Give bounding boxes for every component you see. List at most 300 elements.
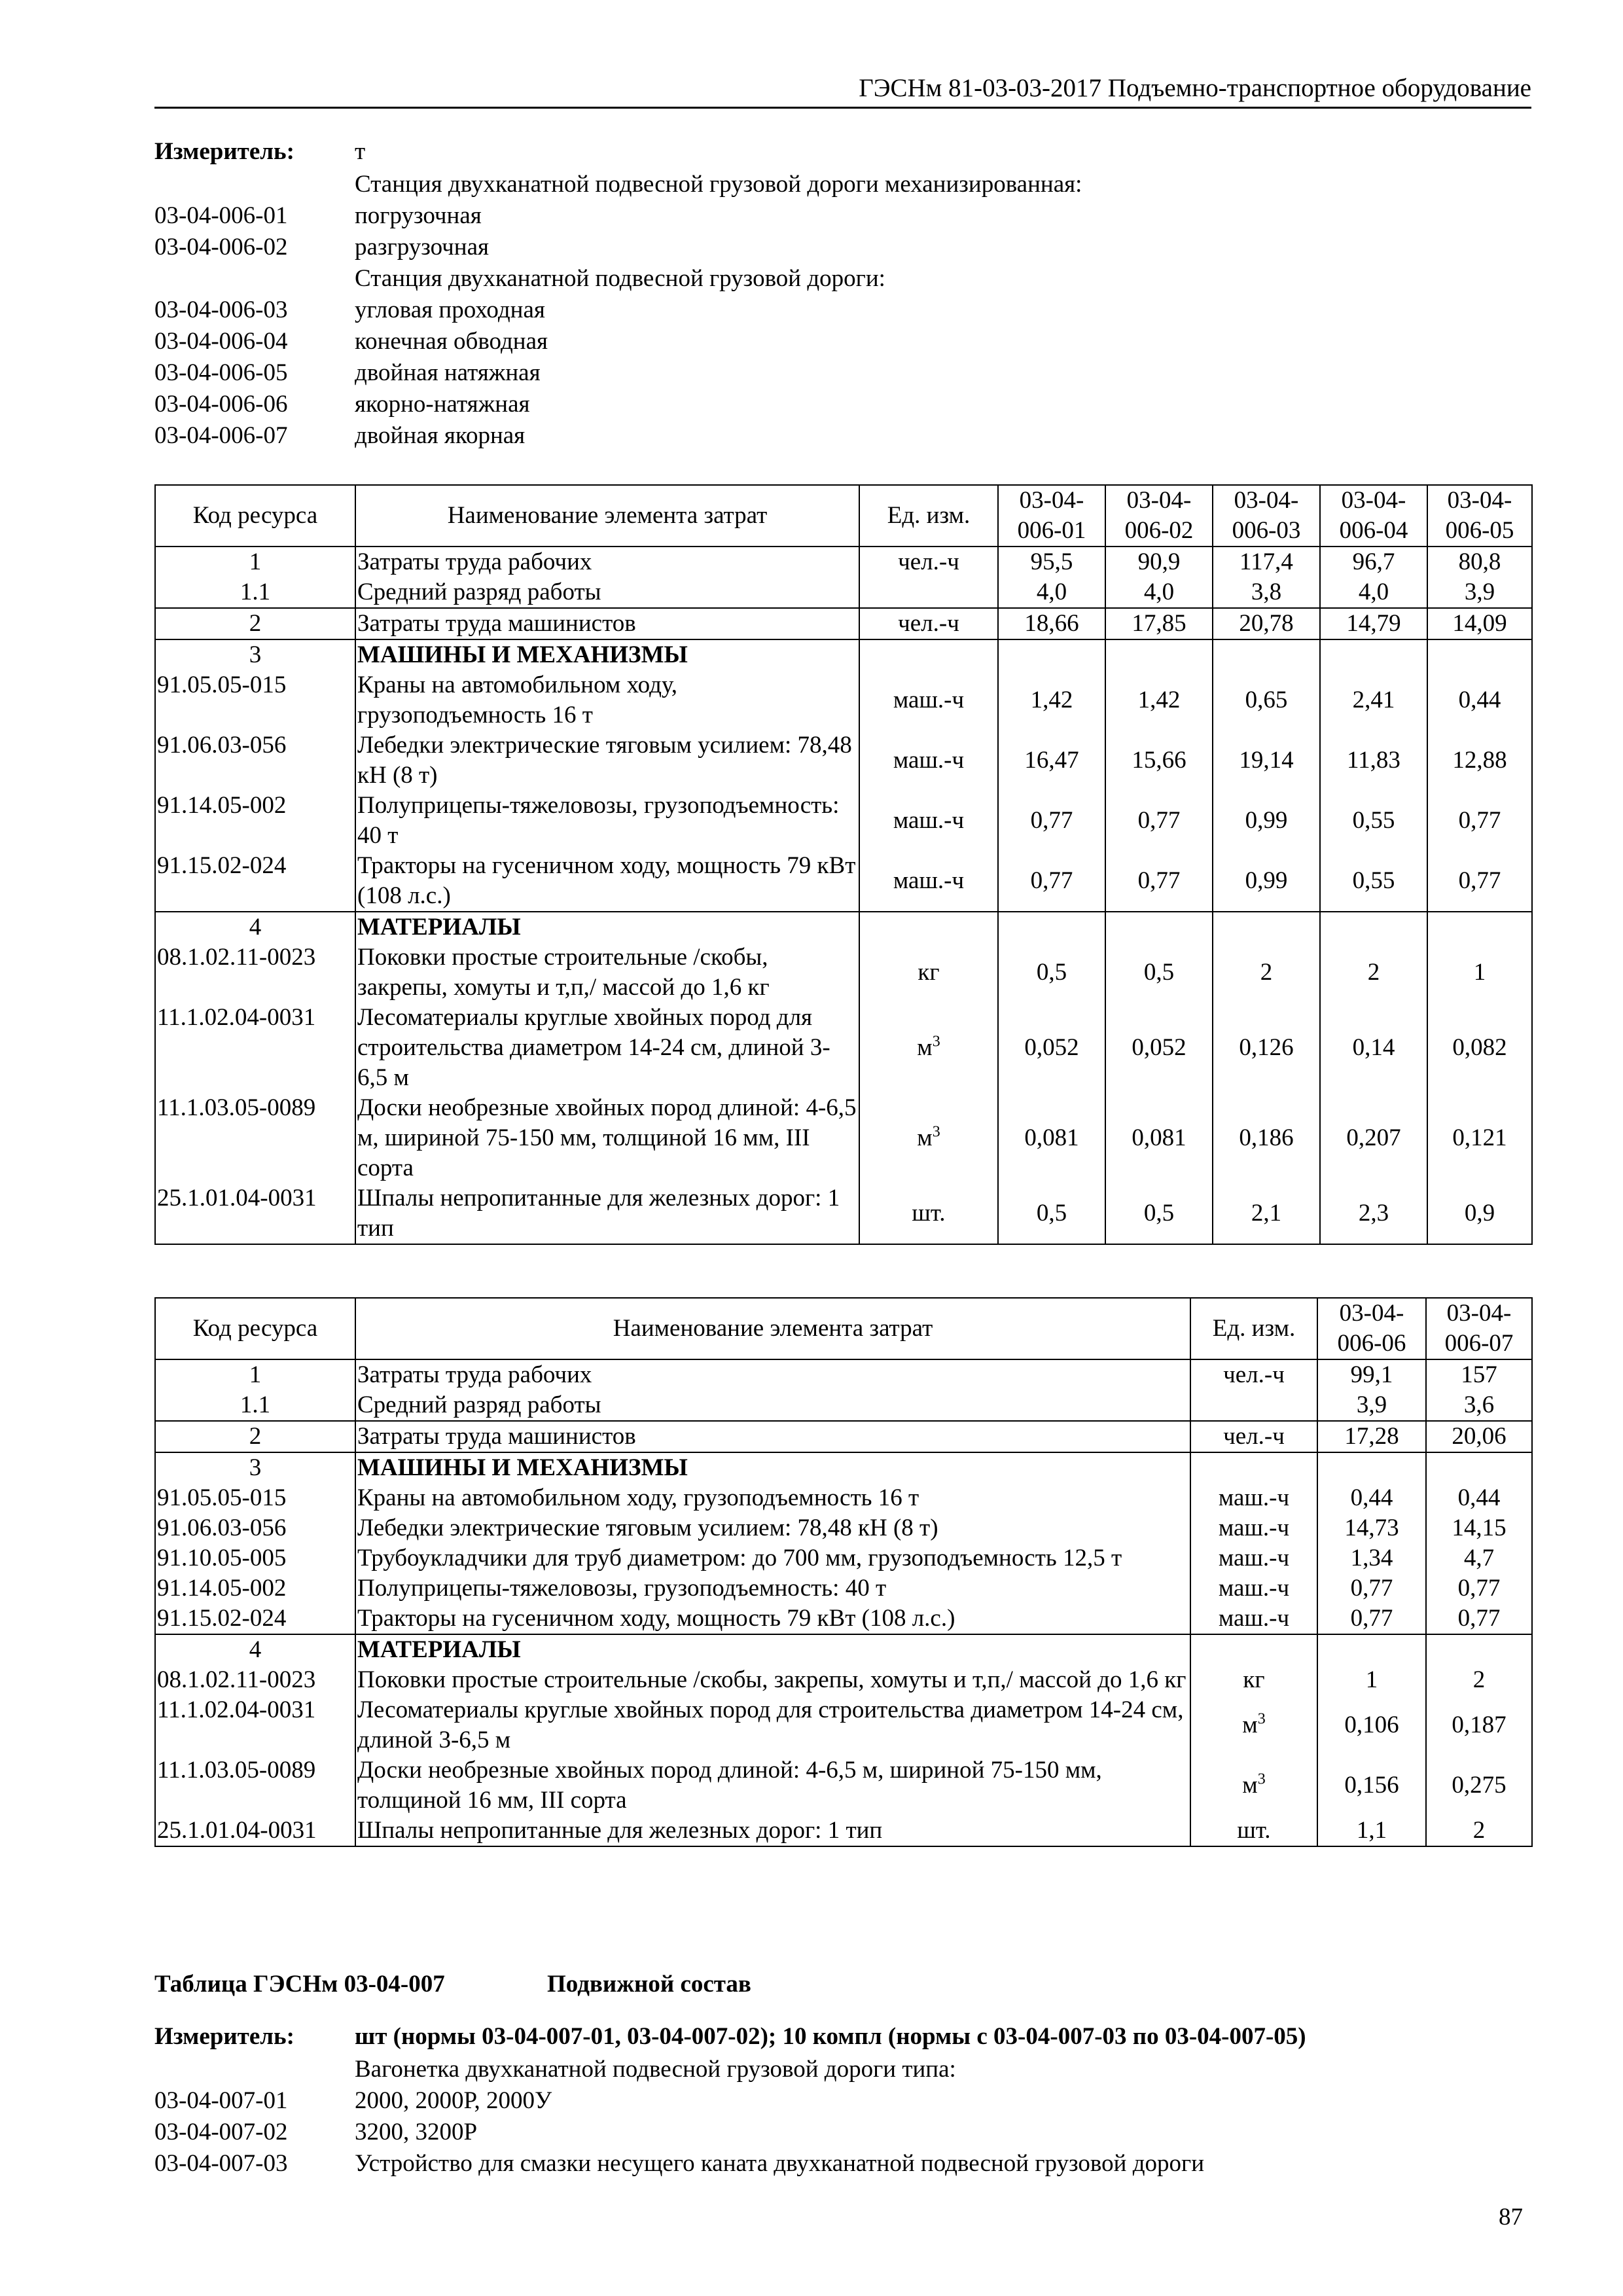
unit-text: м: [917, 1034, 933, 1061]
unit-text: чел.-ч: [898, 548, 959, 575]
col-header-norm: [1426, 1298, 1532, 1359]
norm-code-line: 03-04-: [1234, 487, 1299, 514]
resource-value: 3,8: [1213, 577, 1320, 608]
norm-code-line: 03-04-: [1019, 487, 1084, 514]
table-row: [155, 547, 1532, 577]
resource-name: Средний разряд работы: [355, 577, 859, 608]
resource-value: 0,77: [998, 791, 1105, 851]
unit-text: маш.-ч: [893, 747, 965, 774]
resource-name: Лебедки электрические тяговым усилием: 78,48 кН (8 т): [355, 730, 859, 791]
resource-value: 0,55: [1320, 851, 1427, 912]
resource-name: Лесоматериалы круглые хвойных пород для строительства диаметром 14-24 см, длиной 3-6,5 м: [355, 1695, 1190, 1755]
norm-code: 03-04-006-06: [154, 391, 288, 418]
table-row: [155, 639, 1532, 670]
resource-value: [1427, 912, 1532, 942]
resource-name: Краны на автомобильном ходу, грузоподъемность 16 т: [355, 670, 859, 730]
unit-exponent: 3: [932, 1123, 940, 1141]
resource-value: 0,77: [998, 851, 1105, 912]
norm-code-line: 006-02: [1124, 517, 1194, 544]
list-item: [154, 295, 1082, 326]
resource-value: 0,77: [1426, 1604, 1532, 1634]
norm-text: Станция двухканатной подвесной грузовой дороги механизированная:: [355, 171, 1082, 198]
resource-unit: [859, 730, 998, 791]
table-row: [155, 791, 1532, 851]
norm-code-line: 006-07: [1444, 1330, 1514, 1357]
resource-value: [1213, 912, 1320, 942]
resource-value: 17,28: [1317, 1421, 1426, 1452]
resource-name: Тракторы на гусеничном ходу, мощность 79 кВт (108 л.с.): [355, 851, 859, 912]
resource-value: 16,47: [998, 730, 1105, 791]
resource-value: 0,052: [998, 1003, 1105, 1093]
resource-value: 0,77: [1105, 851, 1213, 912]
resource-value: 1,42: [998, 670, 1105, 730]
norm-text: угловая проходная: [355, 296, 545, 323]
resource-code: 91.14.05-002: [155, 1573, 355, 1604]
table-row: [155, 670, 1532, 730]
resource-value: [1105, 639, 1213, 670]
resource-unit: [859, 577, 998, 608]
resource-unit: [1190, 1359, 1317, 1390]
resource-name: МАШИНЫ И МЕХАНИЗМЫ: [355, 1452, 1190, 1483]
resource-value: 3,9: [1427, 577, 1532, 608]
col-header-unit: Ед. изм.: [859, 485, 998, 547]
col-header-name: Наименование элемента затрат: [355, 485, 859, 547]
resource-value: [1426, 1452, 1532, 1483]
norm-code: [154, 263, 355, 295]
table-row: [155, 1816, 1532, 1846]
unit-text: чел.-ч: [898, 610, 959, 637]
norm-code-line: 006-01: [1017, 517, 1086, 544]
resource-code: 91.15.02-024: [155, 1604, 355, 1634]
list-item: [154, 232, 1082, 263]
unit-text: маш.-ч: [893, 807, 965, 834]
resource-code: 91.06.03-056: [155, 1513, 355, 1543]
resource-value: 0,106: [1317, 1695, 1426, 1755]
resource-value: 0,44: [1426, 1483, 1532, 1513]
norm-code-line: 03-04-: [1447, 487, 1512, 514]
resource-value: 90,9: [1105, 547, 1213, 577]
resource-code: 91.14.05-002: [155, 791, 355, 851]
resource-value: 0,081: [1105, 1093, 1213, 1183]
resource-name: Лесоматериалы круглые хвойных пород для строительства диаметром 14-24 см, длиной 3-6,5 м: [355, 1003, 859, 1093]
resource-value: 1: [1317, 1665, 1426, 1695]
resource-unit: [859, 547, 998, 577]
unit-text: шт.: [1237, 1817, 1271, 1844]
resource-name: Затраты труда машинистов: [355, 1421, 1190, 1452]
unit-text: маш.-ч: [1218, 1545, 1290, 1571]
resource-unit: [859, 639, 998, 670]
unit-text: кг: [918, 959, 940, 986]
norm-code: 03-04-007-01: [154, 2087, 288, 2114]
norm-text: конечная обводная: [355, 328, 548, 355]
resource-name: Затраты труда рабочих: [355, 1359, 1190, 1390]
resource-unit: [1190, 1483, 1317, 1513]
resource-unit: [859, 851, 998, 912]
resource-name: Поковки простые строительные /скобы, закрепы, хомуты и т,п,/ массой до 1,6 кг: [355, 942, 859, 1003]
resource-name: Затраты труда рабочих: [355, 547, 859, 577]
norm-code: 03-04-006-07: [154, 422, 288, 449]
resource-value: 1,1: [1317, 1816, 1426, 1846]
resource-value: 0,126: [1213, 1003, 1320, 1093]
table-title-name: Подвижной состав: [547, 1971, 751, 1998]
resource-value: 12,88: [1427, 730, 1532, 791]
resource-name: МАТЕРИАЛЫ: [355, 1634, 1190, 1665]
unit-text: маш.-ч: [1218, 1605, 1290, 1632]
resource-code: 08.1.02.11-0023: [155, 1665, 355, 1695]
col-header-norm: [1317, 1298, 1426, 1359]
resource-unit: [859, 1093, 998, 1183]
col-header-name: Наименование элемента затрат: [355, 1298, 1190, 1359]
resource-code: 91.05.05-015: [155, 1483, 355, 1513]
unit-text: м: [917, 1124, 933, 1151]
resource-value: 0,187: [1426, 1695, 1532, 1755]
table-row: [155, 1421, 1532, 1452]
resource-value: [998, 912, 1105, 942]
measure-label: Измеритель:: [154, 138, 294, 165]
resource-value: 2,3: [1320, 1183, 1427, 1244]
resource-name: Шпалы непропитанные для железных дорог: 1 тип: [355, 1183, 859, 1244]
resource-value: 0,77: [1317, 1573, 1426, 1604]
list-item: [154, 169, 1082, 200]
norm-code: 03-04-006-03: [154, 296, 288, 323]
resource-code: 1.1: [155, 1390, 355, 1421]
norm-code: 03-04-006-05: [154, 359, 288, 386]
resource-value: 0,44: [1427, 670, 1532, 730]
norm-text: Устройство для смазки несущего каната двухканатной подвесной грузовой дороги: [355, 2150, 1204, 2177]
unit-text: м: [1242, 1712, 1258, 1738]
resource-name: МАТЕРИАЛЫ: [355, 912, 859, 942]
unit-text: маш.-ч: [893, 687, 965, 713]
resource-value: 0,052: [1105, 1003, 1213, 1093]
resource-code: 08.1.02.11-0023: [155, 942, 355, 1003]
table-row: [155, 577, 1532, 608]
unit-exponent: 3: [1257, 1710, 1266, 1728]
list-item: [154, 326, 1082, 357]
norm-text: двойная натяжная: [355, 359, 541, 386]
resource-name: Полуприцепы-тяжеловозы, грузоподъемность: 40 т: [355, 791, 859, 851]
list-item: [154, 389, 1082, 420]
table-row: [155, 1604, 1532, 1634]
resource-value: 4,7: [1426, 1543, 1532, 1573]
unit-text: маш.-ч: [1218, 1515, 1290, 1541]
resource-code: 4: [155, 912, 355, 942]
resource-unit: [1190, 1665, 1317, 1695]
resource-name: Доски необрезные хвойных пород длиной: 4-6,5 м, шириной 75-150 мм, толщиной 16 мм, III сорта: [355, 1093, 859, 1183]
resource-unit: [1190, 1634, 1317, 1665]
resource-code: 91.05.05-015: [155, 670, 355, 730]
resource-value: 14,79: [1320, 608, 1427, 639]
resource-value: 0,55: [1320, 791, 1427, 851]
resource-value: [1213, 639, 1320, 670]
resource-value: 0,275: [1426, 1755, 1532, 1816]
norm-code: 03-04-006-01: [154, 202, 288, 229]
unit-text: кг: [1243, 1666, 1265, 1693]
resource-code: 11.1.02.04-0031: [155, 1003, 355, 1093]
resource-unit: [1190, 1816, 1317, 1846]
resource-value: 2: [1213, 942, 1320, 1003]
norm-text: разгрузочная: [355, 234, 490, 260]
resource-value: 15,66: [1105, 730, 1213, 791]
list-item: [154, 2148, 1204, 2179]
table-row: [155, 942, 1532, 1003]
norm-code-line: 03-04-: [1339, 1300, 1404, 1327]
resource-value: 0,121: [1427, 1093, 1532, 1183]
resource-table-1: [154, 484, 1533, 1245]
resource-value: [1427, 639, 1532, 670]
resource-unit: [1190, 1513, 1317, 1543]
table-row: [155, 1359, 1532, 1390]
unit-text: шт.: [912, 1200, 946, 1227]
table-title-label: Таблица ГЭСНм 03-04-007: [154, 1971, 445, 1998]
table-row: [155, 1390, 1532, 1421]
resource-value: 2: [1426, 1816, 1532, 1846]
norms-list-2: [154, 2054, 1204, 2179]
resource-value: 14,09: [1427, 608, 1532, 639]
resource-code: 2: [155, 1421, 355, 1452]
resource-value: 20,78: [1213, 608, 1320, 639]
resource-table-2: [154, 1297, 1533, 1847]
resource-value: 4,0: [1105, 577, 1213, 608]
norm-code-line: 006-05: [1445, 517, 1514, 544]
resource-code: 1: [155, 1359, 355, 1390]
norm-text: Вагонетка двухканатной подвесной грузовой дороги типа:: [355, 2056, 956, 2083]
table-row: [155, 1513, 1532, 1543]
table-row: [155, 1003, 1532, 1093]
resource-value: 14,73: [1317, 1513, 1426, 1543]
norm-code: 03-04-006-04: [154, 328, 288, 355]
resource-value: 4,0: [998, 577, 1105, 608]
norm-code: [154, 2054, 355, 2085]
resource-value: 3,6: [1426, 1390, 1532, 1421]
resource-value: 117,4: [1213, 547, 1320, 577]
unit-text: маш.-ч: [1218, 1575, 1290, 1602]
resource-value: [1317, 1452, 1426, 1483]
resource-unit: [859, 1003, 998, 1093]
measure-value-2: шт (нормы 03-04-007-01, 03-04-007-02); 10 компл (нормы с 03-04-007-03 по 03-04-007-05): [355, 2023, 1306, 2050]
resource-value: [1317, 1634, 1426, 1665]
resource-value: [998, 639, 1105, 670]
resource-code: 25.1.01.04-0031: [155, 1183, 355, 1244]
resource-value: 0,99: [1213, 851, 1320, 912]
resource-code: 11.1.03.05-0089: [155, 1093, 355, 1183]
resource-value: [1426, 1634, 1532, 1665]
resource-value: 0,14: [1320, 1003, 1427, 1093]
resource-name: Доски необрезные хвойных пород длиной: 4-6,5 м, шириной 75-150 мм, толщиной 16 мм, III сорта: [355, 1755, 1190, 1816]
resource-unit: [859, 942, 998, 1003]
resource-value: 19,14: [1213, 730, 1320, 791]
table-row: [155, 730, 1532, 791]
resource-value: 0,99: [1213, 791, 1320, 851]
resource-name: Полуприцепы-тяжеловозы, грузоподъемность: 40 т: [355, 1573, 1190, 1604]
norms-list: [154, 169, 1082, 452]
resource-name: Трубоукладчики для труб диаметром: до 700 мм, грузоподъемность 12,5 т: [355, 1543, 1190, 1573]
table-row: [155, 1755, 1532, 1816]
resource-value: 0,44: [1317, 1483, 1426, 1513]
resource-value: 2,41: [1320, 670, 1427, 730]
norm-code-line: 03-04-: [1446, 1300, 1512, 1327]
resource-unit: [859, 912, 998, 942]
table-row: [155, 1183, 1532, 1244]
table-row: [155, 608, 1532, 639]
resource-value: 3,9: [1317, 1390, 1426, 1421]
resource-value: 11,83: [1320, 730, 1427, 791]
resource-value: [1105, 912, 1213, 942]
resource-value: 4,0: [1320, 577, 1427, 608]
resource-name: МАШИНЫ И МЕХАНИЗМЫ: [355, 639, 859, 670]
norm-text: погрузочная: [355, 202, 482, 229]
resource-unit: [859, 670, 998, 730]
resource-unit: [1190, 1604, 1317, 1634]
unit-text: чел.-ч: [1223, 1423, 1285, 1450]
resource-unit: [1190, 1543, 1317, 1573]
resource-code: 3: [155, 1452, 355, 1483]
resource-value: 2: [1426, 1665, 1532, 1695]
resource-code: 91.06.03-056: [155, 730, 355, 791]
resource-value: 0,77: [1105, 791, 1213, 851]
resource-value: 1,34: [1317, 1543, 1426, 1573]
resource-value: 0,082: [1427, 1003, 1532, 1093]
resource-code: 11.1.03.05-0089: [155, 1755, 355, 1816]
norm-code-line: 006-06: [1337, 1330, 1406, 1357]
list-item: [154, 2117, 1204, 2148]
resource-value: 20,06: [1426, 1421, 1532, 1452]
table-row: [155, 1665, 1532, 1695]
resource-value: 0,77: [1426, 1573, 1532, 1604]
resource-code: 91.10.05-005: [155, 1543, 355, 1573]
norm-text: 2000, 2000Р, 2000У: [355, 2087, 552, 2114]
resource-value: 18,66: [998, 608, 1105, 639]
resource-value: 2,1: [1213, 1183, 1320, 1244]
col-header-unit: Ед. изм.: [1190, 1298, 1317, 1359]
resource-code: 3: [155, 639, 355, 670]
norm-code: 03-04-007-03: [154, 2150, 288, 2177]
resource-value: 0,156: [1317, 1755, 1426, 1816]
resource-unit: [1190, 1390, 1317, 1421]
resource-value: 2: [1320, 942, 1427, 1003]
resource-name: Лебедки электрические тяговым усилием: 78,48 кН (8 т): [355, 1513, 1190, 1543]
resource-unit: [859, 608, 998, 639]
norm-code: 03-04-007-02: [154, 2119, 288, 2145]
resource-unit: [859, 791, 998, 851]
norm-code-line: 03-04-: [1341, 487, 1406, 514]
table-row: [155, 1093, 1532, 1183]
list-item: [154, 2085, 1204, 2117]
resource-value: 99,1: [1317, 1359, 1426, 1390]
resource-unit: [1190, 1695, 1317, 1755]
measure-value: т: [355, 138, 366, 165]
resource-value: 0,081: [998, 1093, 1105, 1183]
unit-exponent: 3: [1257, 1770, 1266, 1788]
unit-text: маш.-ч: [893, 867, 965, 894]
table-row: [155, 851, 1532, 912]
resource-code: 4: [155, 1634, 355, 1665]
unit-text: маш.-ч: [1218, 1484, 1290, 1511]
resource-value: 0,5: [998, 942, 1105, 1003]
resource-value: 0,5: [1105, 1183, 1213, 1244]
col-header-norm: [1320, 485, 1427, 547]
resource-value: [1320, 912, 1427, 942]
col-header-code: Код ресурса: [155, 1298, 355, 1359]
measure-label-2: Измеритель:: [154, 2023, 294, 2050]
norm-code-line: 006-04: [1339, 517, 1408, 544]
col-header-norm: [1427, 485, 1532, 547]
unit-exponent: 3: [932, 1033, 940, 1050]
resource-value: 1,42: [1105, 670, 1213, 730]
resource-unit: [1190, 1421, 1317, 1452]
resource-name: Затраты труда машинистов: [355, 608, 859, 639]
norm-text: 3200, 3200Р: [355, 2119, 478, 2145]
resource-value: 80,8: [1427, 547, 1532, 577]
resource-value: 157: [1426, 1359, 1532, 1390]
resource-code: 91.15.02-024: [155, 851, 355, 912]
resource-name: Средний разряд работы: [355, 1390, 1190, 1421]
table-row: [155, 1634, 1532, 1665]
resource-unit: [1190, 1573, 1317, 1604]
resource-name: Шпалы непропитанные для железных дорог: 1 тип: [355, 1816, 1190, 1846]
resource-value: 0,77: [1427, 791, 1532, 851]
resource-value: 0,77: [1317, 1604, 1426, 1634]
list-item: [154, 263, 1082, 295]
table-row: [155, 1452, 1532, 1483]
resource-value: 0,5: [1105, 942, 1213, 1003]
resource-value: 0,65: [1213, 670, 1320, 730]
resource-value: 17,85: [1105, 608, 1213, 639]
resource-name: Поковки простые строительные /скобы, закрепы, хомуты и т,п,/ массой до 1,6 кг: [355, 1665, 1190, 1695]
col-header-norm: [998, 485, 1105, 547]
running-header: ГЭСНм 81-03-03-2017 Подъемно-транспортное оборудование: [154, 73, 1531, 109]
norm-text: якорно-натяжная: [355, 391, 530, 418]
table-row: [155, 1483, 1532, 1513]
resource-unit: [1190, 1755, 1317, 1816]
list-item: [154, 200, 1082, 232]
resource-unit: [859, 1183, 998, 1244]
table-row: [155, 1573, 1532, 1604]
resource-value: [1320, 639, 1427, 670]
list-item: [154, 357, 1082, 389]
resource-code: 25.1.01.04-0031: [155, 1816, 355, 1846]
table-row: [155, 912, 1532, 942]
list-item: [154, 420, 1082, 452]
resource-code: 1: [155, 547, 355, 577]
unit-text: м: [1242, 1772, 1258, 1799]
unit-text: чел.-ч: [1223, 1361, 1285, 1388]
resource-code: 1.1: [155, 577, 355, 608]
resource-value: 96,7: [1320, 547, 1427, 577]
list-item: [154, 2054, 1204, 2085]
resource-unit: [1190, 1452, 1317, 1483]
resource-value: 0,9: [1427, 1183, 1532, 1244]
resource-name: Тракторы на гусеничном ходу, мощность 79 кВт (108 л.с.): [355, 1604, 1190, 1634]
resource-value: 0,186: [1213, 1093, 1320, 1183]
col-header-norm: [1105, 485, 1213, 547]
norm-code: [154, 169, 355, 200]
resource-value: 95,5: [998, 547, 1105, 577]
resource-name: Краны на автомобильном ходу, грузоподъемность 16 т: [355, 1483, 1190, 1513]
table-title: [154, 1970, 751, 1998]
norm-code-line: 006-03: [1232, 517, 1301, 544]
resource-value: 0,5: [998, 1183, 1105, 1244]
resource-code: 2: [155, 608, 355, 639]
resource-value: 0,77: [1427, 851, 1532, 912]
resource-value: 1: [1427, 942, 1532, 1003]
resource-value: 0,207: [1320, 1093, 1427, 1183]
table-row: [155, 1543, 1532, 1573]
resource-code: 11.1.02.04-0031: [155, 1695, 355, 1755]
norm-text: двойная якорная: [355, 422, 526, 449]
norm-code: 03-04-006-02: [154, 234, 288, 260]
col-header-code: Код ресурса: [155, 485, 355, 547]
page-number: 87: [1499, 2204, 1523, 2231]
